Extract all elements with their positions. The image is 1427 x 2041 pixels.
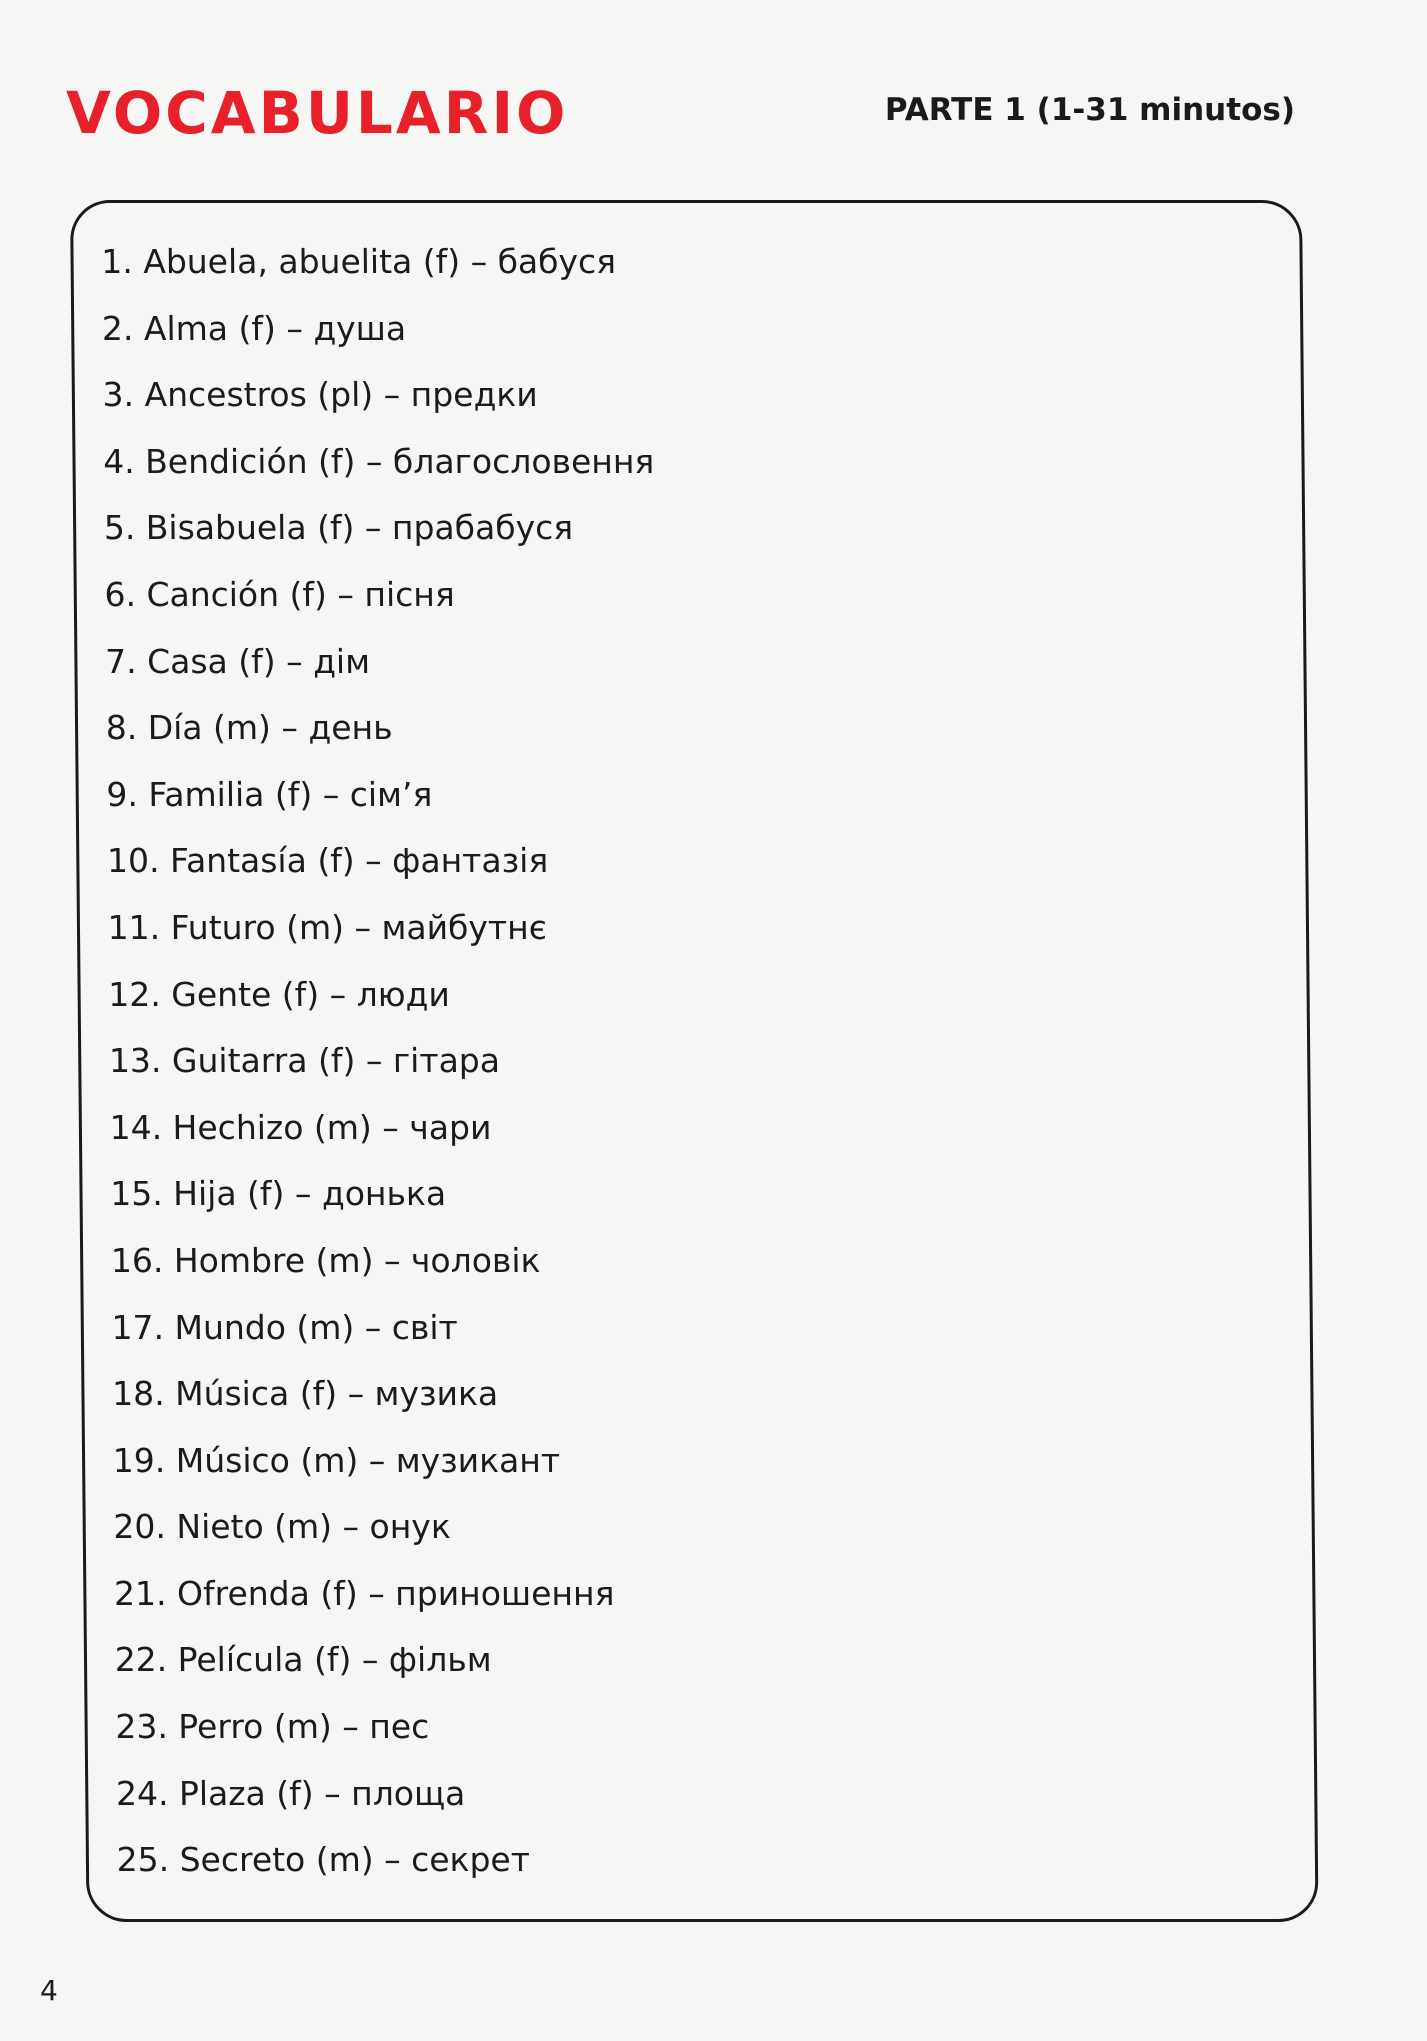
- vocabulary-item: 21. Ofrenda (f) – приношення: [113, 1573, 615, 1613]
- vocabulary-item: 15. Hija (f) – донька: [110, 1174, 447, 1214]
- part-label: PARTE 1 (1-31 minutos): [884, 92, 1295, 128]
- vocabulary-item: 11. Futuro (m) – майбутнє: [107, 907, 548, 947]
- vocabulary-item: 24. Plaza (f) – площа: [115, 1773, 466, 1813]
- vocabulary-item: 9. Familia (f) – сім’я: [106, 774, 433, 814]
- vocabulary-item: 17. Mundo (m) – світ: [111, 1307, 458, 1347]
- vocabulary-item: 1. Abuela, abuelita (f) – бабуся: [101, 242, 617, 281]
- vocabulary-item: 7. Casa (f) – дім: [104, 641, 371, 681]
- vocabulary-item: 23. Perro (m) – пес: [115, 1707, 430, 1747]
- vocabulary-item: 2. Alma (f) – душа: [101, 308, 407, 348]
- vocabulary-item: 20. Nieto (m) – онук: [113, 1507, 451, 1547]
- page-title: VOCABULARIO: [66, 79, 569, 147]
- vocabulary-item: 10. Fantasía (f) – фантазія: [106, 841, 549, 881]
- vocabulary-item: 18. Música (f) – музика: [111, 1374, 499, 1414]
- vocabulary-item: 13. Guitarra (f) – гітара: [108, 1041, 501, 1081]
- vocabulary-item: 25. Secreto (m) – секрет: [116, 1840, 531, 1880]
- vocabulary-item: 3. Ancestros (pl) – предки: [102, 375, 538, 415]
- vocabulary-item: 19. Músico (m) – музикант: [112, 1440, 561, 1480]
- vocabulary-item: 4. Bendición (f) – благословення: [103, 441, 655, 481]
- page-number: 4: [40, 1974, 58, 2007]
- vocabulary-item: 8. Día (m) – день: [105, 708, 393, 748]
- vocabulary-item: 22. Película (f) – фільм: [114, 1640, 492, 1680]
- vocabulary-list: [101, 232, 668, 1897]
- vocabulary-item: 12. Gente (f) – люди: [108, 974, 450, 1014]
- vocabulary-item: 5. Bisabuela (f) – прабабуся: [103, 508, 574, 548]
- vocabulary-item: 14. Hechizo (m) – чари: [109, 1107, 492, 1147]
- vocabulary-item: 6. Canción (f) – пісня: [104, 574, 455, 614]
- vocabulary-item: 16. Hombre (m) – чоловік: [110, 1240, 541, 1280]
